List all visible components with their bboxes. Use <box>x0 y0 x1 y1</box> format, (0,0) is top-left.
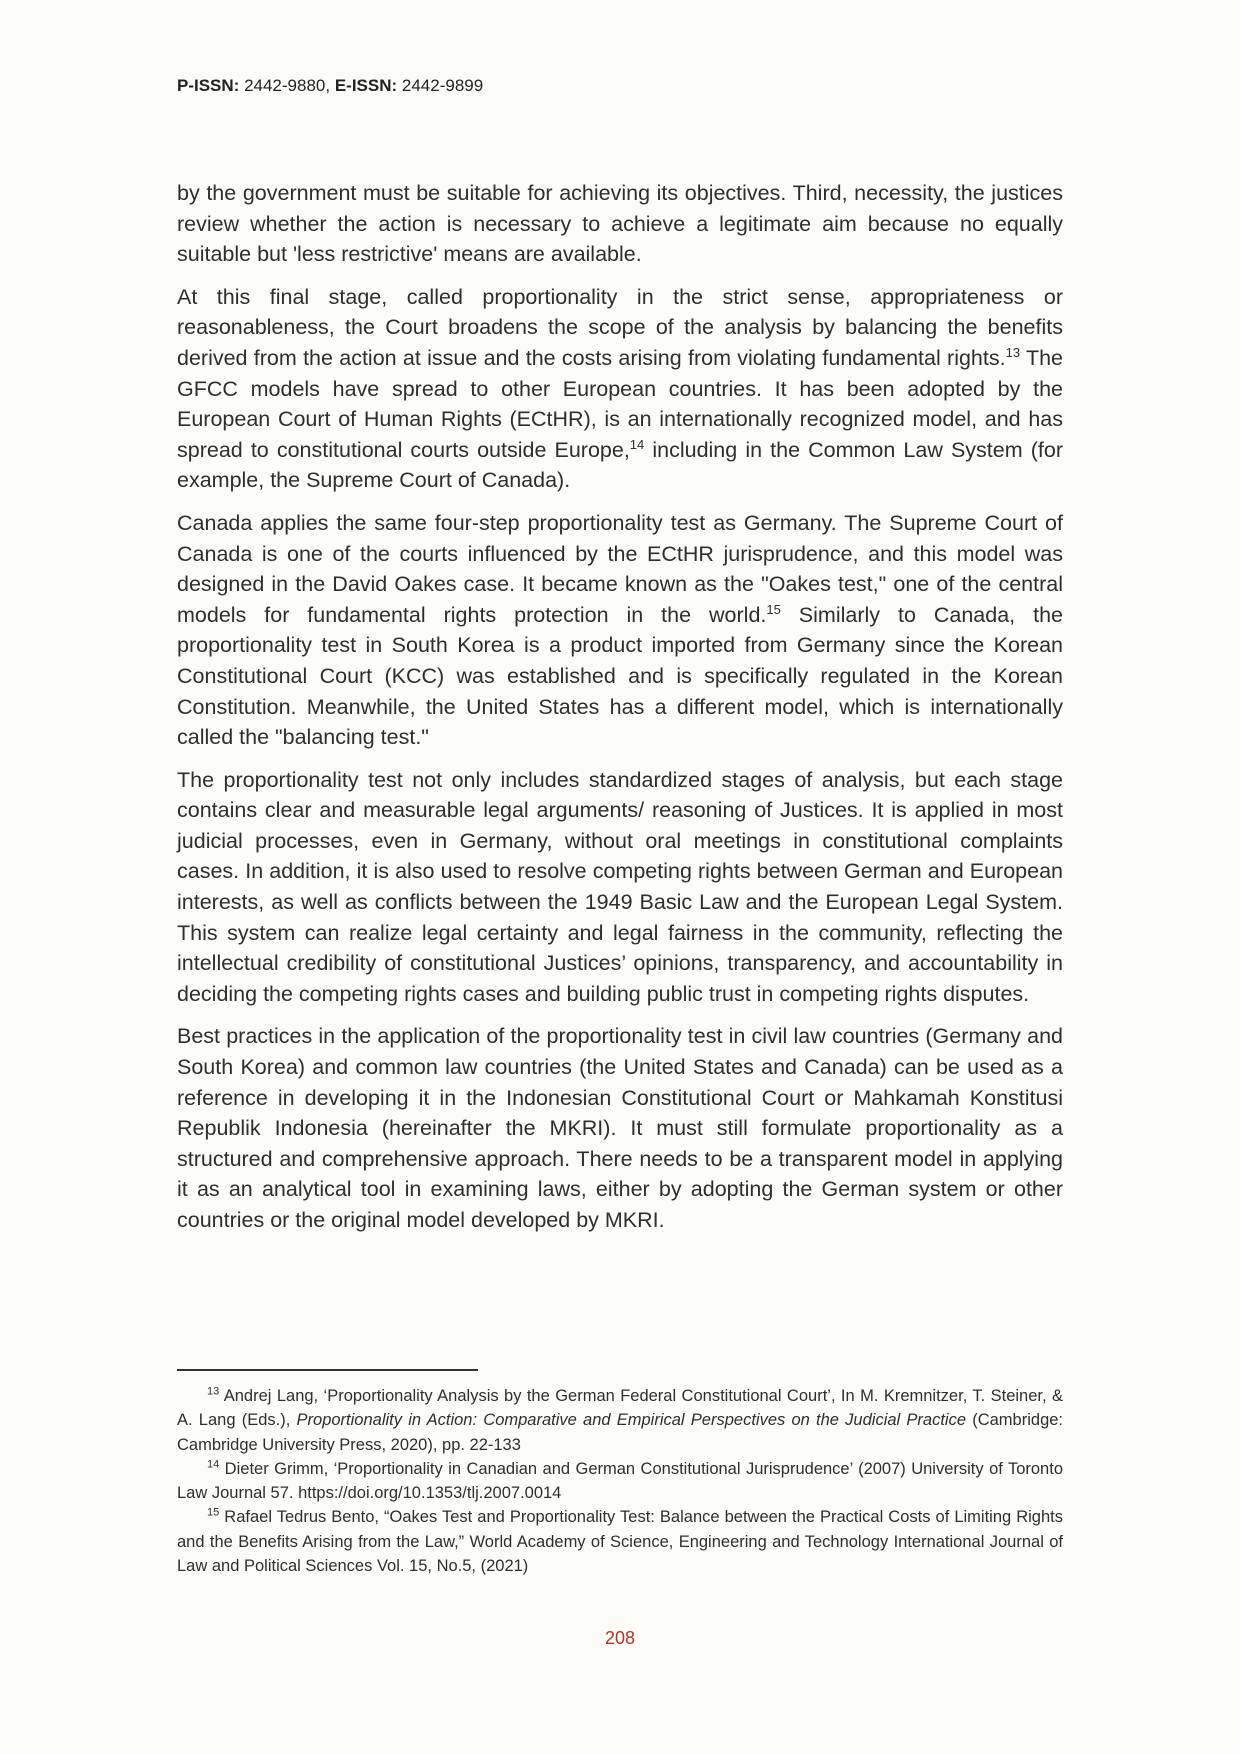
paragraph-1: by the government must be suitable for achieving its objectives. Third, necessity, the justices review whether the action is necessary to achieve a legitimate aim because no equally suitable but 'less restrictive' means are available. <box>177 181 1063 267</box>
footnote-separator <box>177 1369 478 1371</box>
pissn-value: 2442-9880, <box>239 76 335 95</box>
paragraph-3 <box>177 508 1063 753</box>
eissn-value: 2442-9899 <box>397 76 484 95</box>
paragraph-2-part-b: The GFCC models have spread to other European countries. It has been adopted by the European Court of Human Rights (ECtHR), is an internationally recognized model, and has spread to constitutional courts outside Europe, <box>177 345 1064 462</box>
page-number: 208 <box>604 1628 636 1648</box>
footnote-13-text-a: Andrej Lang, ‘Proportionality Analysis by the German Federal Constitutional Court’, In M. Kremnitzer, T. Steiner, & A. Lang (Eds.), <box>177 1387 1063 1430</box>
paragraph-2 <box>177 282 1063 496</box>
footnote-13 <box>177 1384 1063 1457</box>
running-header <box>177 76 483 96</box>
footnote-14 <box>177 1457 1063 1506</box>
paragraph-3-part-a: Canada applies the same four-step proportionality test as Germany. The Supreme Court of Canada is one of the courts influenced by the ECtHR jurisprudence, and this model was designed in the David Oakes case. It became known as the "Oakes test," one of the central models for fundamental rights protection in the world. <box>177 510 1063 627</box>
footnote-number: 15 <box>207 1506 220 1519</box>
footnote-13-book-title: Proportionality in Action: Comparative and Empirical Perspectives on the Judicial Practice <box>296 1411 967 1430</box>
footnote-ref-15[interactable]: 15 <box>766 601 781 617</box>
paragraph-4: The proportionality test not only includes standardized stages of analysis, but each stage contains clear and measurable legal arguments/ reasoning of Justices. It is applied in most judicial processes, even in Germany, without oral meetings in constitutional complaints cases. In addition, it is also used to resolve competing rights between German and European interests, as well as conflicts between the 1949 Basic Law and the European Legal System. This system can realize legal certainty and legal fairness in the community, reflecting the intellectual credibility of constitutional Justices’ opinions, transparency, and accountability in deciding the competing rights cases and building public trust in competing rights disputes. <box>177 767 1063 1006</box>
footnote-ref-13[interactable]: 13 <box>1005 344 1021 360</box>
paragraph-2-part-c: including in the Common Law System (for example, the Supreme Court of Canada). <box>177 437 1063 493</box>
footnote-13-text-b: (Cambridge: Cambridge University Press, 2020), pp. 22-133 <box>177 1411 1064 1454</box>
footnote-14-text: Dieter Grimm, ‘Proportionality in Canadian and German Constitutional Jurisprudence’ (2007) University of Toronto Law Journal 57. https://doi.org/10.1353/tlj.2007.0014 <box>177 1459 1063 1503</box>
eissn-label: E-ISSN: <box>334 76 398 95</box>
paragraph-2-part-a: At this final stage, called proportionality in the strict sense, appropriateness or reasonableness, the Court broadens the scope of the analysis by balancing the benefits derived from the action at issue and the costs arising from violating fundamental rights. <box>177 284 1063 370</box>
footnote-number: 14 <box>207 1458 220 1471</box>
paragraph-3-part-b: Similarly to Canada, the proportionality test in South Korea is a product imported from Germany since the Korean Constitutional Court (KCC) was established and is specifically regulated in the Korean Constitution. Meanwhile, the United States has a different model, which is internationally called the "balancing test." <box>177 602 1063 750</box>
main-body <box>177 178 1063 1248</box>
footnotes <box>177 1384 1063 1578</box>
footnote-15-text: Rafael Tedrus Bento, “Oakes Test and Proportionality Test: Balance between the Practical Costs of Limiting Rights and the Benefits Arising from the Law,” World Academy of Science, Engineering and Technology International Journal of Law and Political Sciences Vol. 15, No.5, (2021) <box>177 1508 1063 1576</box>
footnote-ref-14[interactable]: 14 <box>629 436 645 452</box>
pissn-label: P-ISSN: <box>177 76 240 95</box>
footnote-15 <box>177 1505 1063 1578</box>
footnote-number: 13 <box>207 1385 220 1398</box>
paragraph-5: Best practices in the application of the proportionality test in civil law countries (Germany and South Korea) and common law countries (the United States and Canada) can be used as a reference in developing it in the Indonesian Constitutional Court or Mahkamah Konstitusi Republik Indonesia (hereinafter the MKRI). It must still formulate proportionality as a structured and comprehensive approach. There needs to be a transparent model in applying it as an analytical tool in examining laws, either by adopting the German system or other countries or the original model developed by MKRI. <box>177 1024 1063 1232</box>
